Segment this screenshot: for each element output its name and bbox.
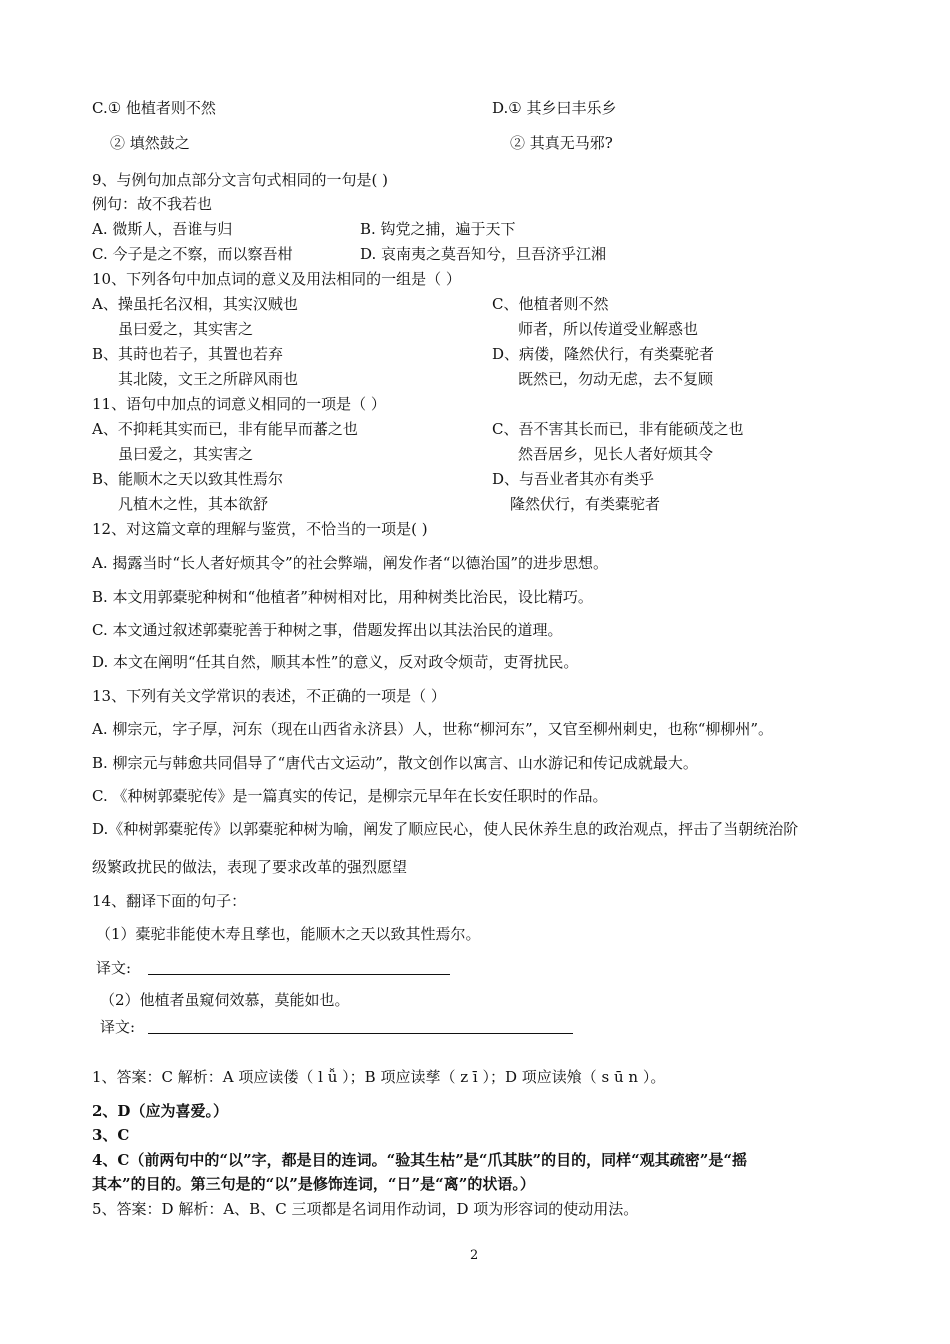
question-11-option-d1: D、与吾业者其亦有类乎 — [492, 470, 655, 488]
option-c1: C.① 他植者则不然 — [92, 99, 216, 117]
question-10-option-c2: 师者，所以传道受业解惑也 — [518, 320, 699, 338]
question-12-option-c: C. 本文通过叙述郭橐驼善于种树之事，借题发挥出以其法治民的道理。 — [92, 621, 563, 639]
answer-3: 3、C — [92, 1126, 130, 1144]
question-10-stem: 10、下列各句中加点词的意义及用法相同的一组是（ ） — [92, 270, 461, 288]
question-13-option-b: B. 柳宗元与韩愈共同倡导了“唐代古文运动”，散文创作以寓言、山水游记和传记成就最大。 — [92, 754, 698, 772]
question-11-option-d2: 隆然伏行，有类橐驼者 — [510, 495, 661, 513]
question-9-option-a: A. 微斯人，吾谁与归 — [92, 220, 233, 238]
question-9-example: 例句：故不我若也 — [92, 195, 213, 213]
question-13-option-d1: D.《种树郭橐驼传》以郭橐驼种树为喻，阐发了顺应民心，使人民休养生息的政治观点，抨击了当朝统治阶 — [92, 820, 799, 838]
question-13-option-c: C. 《种树郭橐驼传》是一篇真实的传记，是柳宗元早年在长安任职时的作品。 — [92, 787, 608, 805]
translation-label-1: 译文: — [96, 959, 132, 977]
question-13-option-d2: 级繁政扰民的做法，表现了要求改革的强烈愿望 — [92, 858, 408, 876]
answer-2: 2、D（应为喜爱。） — [92, 1102, 228, 1120]
question-11-stem: 11、语句中加点的词意义相同的一项是（ ） — [92, 395, 386, 413]
question-10-option-a1: A、操虽托名汉相，其实汉贼也 — [92, 295, 298, 313]
question-12-option-d: D. 本文在阐明“任其自然，顺其本性”的意义，反对政令烦苛，吏胥扰民。 — [92, 653, 579, 671]
question-10-option-b1: B、其莳也若子，其置也若弃 — [92, 345, 284, 363]
question-9-option-c: C. 今子是之不察，而以察吾柑 — [92, 245, 293, 263]
translation-label-2: 译文: — [100, 1018, 136, 1036]
answer-1: 1、答案：C 解析：A 项应读偻（ l ǚ ）；B 项应读孳（ z ī ）；D 项应读飧（ s ū n ）。 — [92, 1068, 666, 1086]
option-c2: ② 填然鼓之 — [110, 134, 190, 152]
question-10-option-d2: 既然已，勿动无虑，去不复顾 — [518, 370, 714, 388]
question-13-stem: 13、下列有关文学常识的表述，不正确的一项是（ ） — [92, 687, 446, 705]
question-11-option-a2: 虽曰爱之，其实害之 — [118, 445, 254, 463]
question-12-stem: 12、对这篇文章的理解与鉴赏，不恰当的一项是( ) — [92, 520, 428, 538]
translation-blank-1[interactable] — [148, 974, 450, 975]
answer-4-line-2: 其本”的目的。第三句是的“以”是修饰连词，“日”是“离”的状语。） — [92, 1175, 535, 1193]
option-d2: ② 其真无马邪? — [510, 134, 613, 152]
question-14-stem: 14、翻译下面的句子： — [92, 892, 247, 910]
question-9-stem: 9、与例句加点部分文言句式相同的一句是( ) — [92, 171, 389, 189]
question-11-option-a1: A、不抑耗其实而已，非有能早而蕃之也 — [92, 420, 358, 438]
question-12-option-b: B. 本文用郭橐驼种树和“他植者”种树相对比，用种树类比治民，设比精巧。 — [92, 588, 593, 606]
question-12-option-a: A. 揭露当时“长人者好烦其令”的社会弊端，阐发作者“以德治国”的进步思想。 — [92, 554, 609, 572]
question-10-option-a2: 虽曰爱之，其实害之 — [118, 320, 254, 338]
question-9-option-d: D. 哀南夷之莫吾知兮，旦吾济乎江湘 — [360, 245, 607, 263]
question-10-option-d1: D、病偻，隆然伏行，有类橐驼者 — [492, 345, 715, 363]
page-number: 2 — [470, 1248, 479, 1263]
question-11-option-b1: B、能顺木之天以致其性焉尔 — [92, 470, 284, 488]
question-14-sentence-2: （2）他植者虽窥伺效慕，莫能如也。 — [100, 991, 350, 1009]
question-13-option-a: A. 柳宗元，字子厚，河东（现在山西省永济县）人，世称“柳河东”，又官至柳州刺史，也称“柳柳州”。 — [92, 720, 774, 738]
question-11-option-b2: 凡植木之性，其本欲舒 — [118, 495, 269, 513]
answer-5: 5、答案：D 解析：A、B、C 三项都是名词用作动词，D 项为形容词的使动用法。 — [92, 1200, 639, 1218]
translation-blank-2[interactable] — [148, 1033, 573, 1034]
question-10-option-b2: 其北陵，文王之所辟风雨也 — [118, 370, 299, 388]
question-11-option-c2: 然吾居乡，见长人者好烦其令 — [518, 445, 714, 463]
question-9-option-b: B. 钩党之捕，遍于天下 — [360, 220, 516, 238]
option-d1: D.① 其乡曰丰乐乡 — [492, 99, 617, 117]
question-14-sentence-1: （1）橐驼非能使木寿且孳也，能顺木之天以致其性焉尔。 — [96, 925, 481, 943]
question-10-option-c1: C、他植者则不然 — [492, 295, 609, 313]
question-11-option-c1: C、吾不害其长而已，非有能硕茂之也 — [492, 420, 744, 438]
answer-4-line-1: 4、C（前两句中的“以”字，都是目的连词。“验其生枯”是“爪其肤”的目的，同样“观其疏密”是“摇 — [92, 1151, 748, 1169]
